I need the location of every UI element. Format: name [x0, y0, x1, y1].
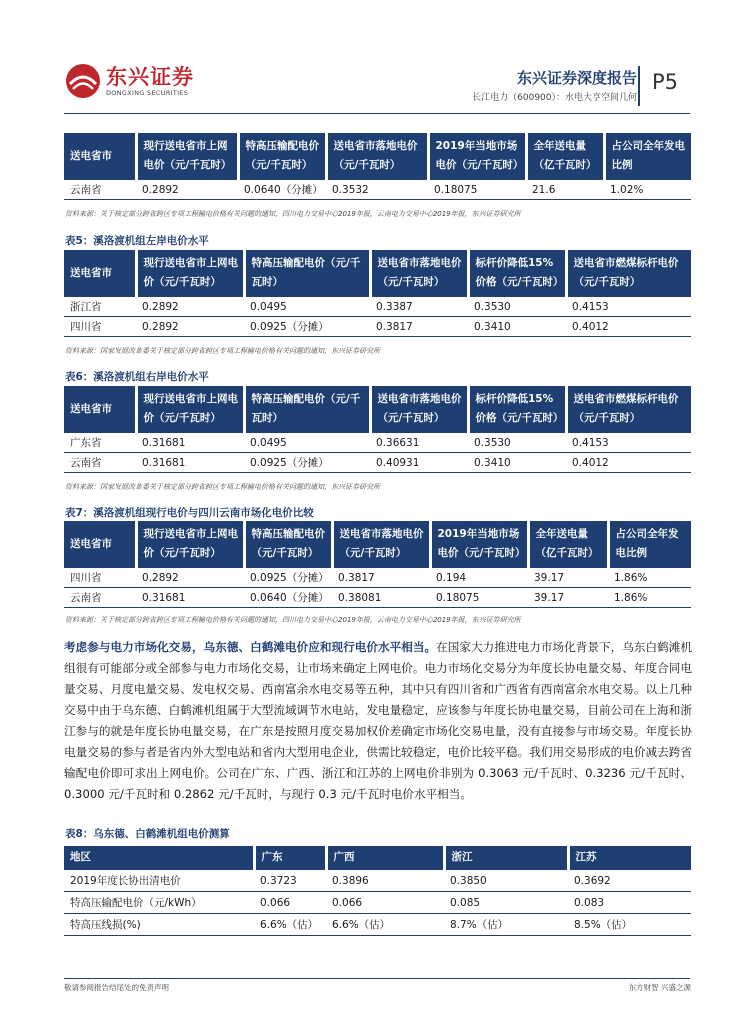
table-cell: 0.0640（分摊） [244, 588, 332, 608]
table-cell: 2019年度长协出清电价 [64, 870, 254, 892]
footer-rule [64, 978, 690, 979]
table-cell: 0.18075 [428, 180, 526, 200]
table-header: 特高压输配电价（元/千瓦时） [244, 250, 370, 297]
report-subtitle: 长江电力（600900）：水电大亨空间几何 [472, 93, 637, 103]
table-header: 2019年当地市场电价（元/千瓦时） [430, 521, 528, 568]
table-cell: 1.86% [608, 568, 691, 588]
table-cell: 0.4153 [566, 433, 691, 453]
table-cell: 0.4012 [566, 317, 691, 337]
table-cell: 0.3532 [326, 180, 428, 200]
table-cell: 0.3723 [254, 870, 326, 892]
table-cell: 0.0925（分摊） [244, 453, 370, 473]
table-row [64, 453, 691, 473]
paragraph-body: 在国家大力推进电力市场化背景下，乌东白鹤滩机组很有可能部分或全部参与电力市场化交易，让市场来确定上网电价。电力市场化交易分为年度长协电量交易、年度合同电量交易、月度电量交易、发电权交易、西南富余水电交易等五种，其中只有四川省和广西省有西南富余水电交易。以上几种交易中由于乌东德、白鹤滩机组属于大型流域调节水电站，发电量稳定，应该参与年度长协电量交易，目前公司在上海和浙江参与的就是年度长协电量交易，在广东是按照月度交易加权价差确定市场化交易电量，没有直接参与市场交易。年度长协电量交易的参与者是省内外大型电站和省内大型用电企业，供需比较稳定，电价比较平稳。我们用交易形成的电价减去跨省输配电价即可求出上网电价。公司在广东、广西、浙江和江苏的上网电价非别为 0.3063 元/千瓦时、0.3236 元/千瓦时、0.3000 元/千瓦时和 0.2862 元/千瓦时，与现行 0.3 元/千瓦时电价水平相当。 [64, 640, 692, 801]
table-cell: 0.18075 [430, 588, 528, 608]
table-4-source: 资料来源：关于核定部分跨省跨区专项工程输电价格有关问题的通知，四川电力交易中心2019年报，云南电力交易中心2019年报，东兴证券研究所 [65, 210, 521, 218]
table-8-title: 表8：乌东德、白鹤滩机组电价测算 [65, 828, 230, 840]
table-cell: 8.5%（估） [568, 914, 691, 936]
table-cell: 0.0925（分摊） [244, 568, 332, 588]
header-divider [638, 66, 640, 106]
table-header: 送电省市落地电价（元/千瓦时） [326, 133, 428, 180]
table-row [64, 914, 691, 936]
table-header: 现行送电省市上网电价（元/千瓦时） [136, 250, 244, 297]
table-header: 送电省市落地电价（元/千瓦时） [370, 250, 468, 297]
table-header: 广东 [254, 846, 326, 870]
table-cell: 四川省 [64, 568, 136, 588]
logo-cn-text: 东兴证券 [106, 65, 194, 89]
table-cell: 四川省 [64, 317, 136, 337]
table-5-title: 表5：溪洛渡机组左岸电价水平 [65, 235, 209, 247]
table-cell: 0.0640（分摊） [238, 180, 326, 200]
table-cell: 0.3387 [370, 297, 468, 317]
table-row [64, 297, 691, 317]
table-header: 现行送电省市上网电价（元/千瓦时） [136, 133, 238, 180]
table-cell: 0.2892 [136, 297, 244, 317]
table-header: 全年送电量（亿千瓦时） [526, 133, 604, 180]
table-6-source: 资料来源：国家发展改革委关于核定部分跨省跨区专项工程输电价格有关问题的通知，东兴证券研究所 [65, 483, 380, 491]
table-header: 特高压输配电价（元/千瓦时） [238, 133, 326, 180]
table-5-source: 资料来源：国家发展改革委关于核定部分跨省跨区专项工程输电价格有关问题的通知，东兴证券研究所 [65, 347, 380, 355]
table-header: 送电省市落地电价（元/千瓦时） [332, 521, 430, 568]
table-cell: 0.3530 [468, 297, 566, 317]
logo-icon [64, 62, 102, 100]
table-header: 2019年当地市场电价（元/千瓦时） [428, 133, 526, 180]
table-cell: 0.194 [430, 568, 528, 588]
table-cell: 0.2892 [136, 568, 244, 588]
table-header: 送电省市燃煤标杆电价（元/千瓦时） [566, 250, 691, 297]
table-cell: 特高压输配电价（元/kWh） [64, 892, 254, 914]
table-cell: 1.02% [604, 180, 691, 200]
table-header: 江苏 [568, 846, 691, 870]
table-cell: 浙江省 [64, 297, 136, 317]
table-header: 送电省市 [64, 250, 136, 297]
table-7 [64, 521, 691, 608]
table-cell: 0.066 [254, 892, 326, 914]
table-row [64, 568, 691, 588]
table-header: 送电省市 [64, 386, 136, 433]
table-header: 特高压输配电价（元/千瓦时） [244, 386, 370, 433]
table-5 [64, 250, 691, 337]
table-cell: 0.3896 [326, 870, 444, 892]
table-row [64, 433, 691, 453]
table-row [64, 588, 691, 608]
table-cell: 0.0495 [244, 297, 370, 317]
logo-en-text: DONGXING SECURITIES [106, 89, 189, 97]
table-cell: 6.6%（估） [326, 914, 444, 936]
table-cell: 0.40931 [370, 453, 468, 473]
table-header: 现行送电省市上网电价（元/千瓦时） [136, 386, 244, 433]
table-cell: 0.2892 [136, 317, 244, 337]
footer-slogan: 东方财智 兴盛之源 [628, 983, 691, 992]
table-cell: 0.3530 [468, 433, 566, 453]
table-header: 送电省市 [64, 521, 136, 568]
table-cell: 0.3410 [468, 317, 566, 337]
page-number: P5 [652, 70, 679, 94]
table-cell: 云南省 [64, 588, 136, 608]
table-cell: 0.3817 [370, 317, 468, 337]
footer-disclaimer: 敬请参阅报告结尾处的免责声明 [64, 983, 169, 992]
table-cell: 0.3817 [332, 568, 430, 588]
table-cell: 0.066 [326, 892, 444, 914]
table-cell: 21.6 [526, 180, 604, 200]
company-logo [64, 62, 194, 100]
table-header: 地区 [64, 846, 254, 870]
table-cell: 0.4012 [566, 453, 691, 473]
table-cell: 6.6%（估） [254, 914, 326, 936]
table-cell: 云南省 [64, 453, 136, 473]
table-header: 广西 [326, 846, 444, 870]
table-cell: 0.0495 [244, 433, 370, 453]
table-7-source: 资料来源：关于核定部分跨省跨区专项工程输电价格有关问题的通知，四川电力交易中心2019年报，云南电力交易中心2019年报，东兴证券研究所 [65, 616, 521, 624]
table-cell: 0.3850 [444, 870, 568, 892]
table-cell: 39.17 [528, 588, 608, 608]
table-cell: 0.38081 [332, 588, 430, 608]
table-6-title: 表6：溪洛渡机组右岸电价水平 [65, 371, 209, 383]
table-row [64, 180, 691, 200]
table-header: 送电省市燃煤标杆电价（元/千瓦时） [566, 386, 691, 433]
table-cell: 0.085 [444, 892, 568, 914]
table-7-title: 表7：溪洛渡机组现行电价与四川云南市场化电价比较 [65, 507, 314, 519]
body-paragraph [64, 637, 692, 805]
table-cell: 0.31681 [136, 433, 244, 453]
table-header: 标杆价降低15%价格（元/千瓦时） [468, 386, 566, 433]
table-6 [64, 386, 691, 473]
table-row [64, 892, 691, 914]
table-header: 占公司全年发电比例 [608, 521, 691, 568]
table-cell: 广东省 [64, 433, 136, 453]
table-cell: 39.17 [528, 568, 608, 588]
table-cell: 0.4153 [566, 297, 691, 317]
table-header: 现行送电省市上网电价（元/千瓦时） [136, 521, 244, 568]
table-cell: 1.86% [608, 588, 691, 608]
table-cell: 特高压线损(%) [64, 914, 254, 936]
table-header: 特高压输配电价（元/千瓦时） [244, 521, 332, 568]
table-header: 全年送电量（亿千瓦时） [528, 521, 608, 568]
page-header [0, 0, 755, 118]
table-8 [64, 846, 691, 936]
header-rule [64, 113, 690, 114]
table-cell: 0.36631 [370, 433, 468, 453]
table-header: 占公司全年发电比例 [604, 133, 691, 180]
table-cell: 0.0925（分摊） [244, 317, 370, 337]
table-header: 送电省市 [64, 133, 136, 180]
table-cell: 0.31681 [136, 588, 244, 608]
table-header: 送电省市落地电价（元/千瓦时） [370, 386, 468, 433]
table-cell: 8.7%（估） [444, 914, 568, 936]
table-cell: 0.31681 [136, 453, 244, 473]
table-cell: 0.3410 [468, 453, 566, 473]
table-cell: 0.2892 [136, 180, 238, 200]
table-row [64, 870, 691, 892]
report-type: 东兴证券深度报告 [516, 69, 637, 87]
paragraph-lead: 考虑参与电力市场化交易，乌东德、白鹤滩电价应和现行电价水平相当。 [64, 640, 437, 654]
table-cell: 云南省 [64, 180, 136, 200]
table-cell: 0.083 [568, 892, 691, 914]
table-cell: 0.3692 [568, 870, 691, 892]
table-4 [64, 133, 691, 200]
table-header: 标杆价降低15%价格（元/千瓦时） [468, 250, 566, 297]
table-row [64, 317, 691, 337]
table-header: 浙江 [444, 846, 568, 870]
